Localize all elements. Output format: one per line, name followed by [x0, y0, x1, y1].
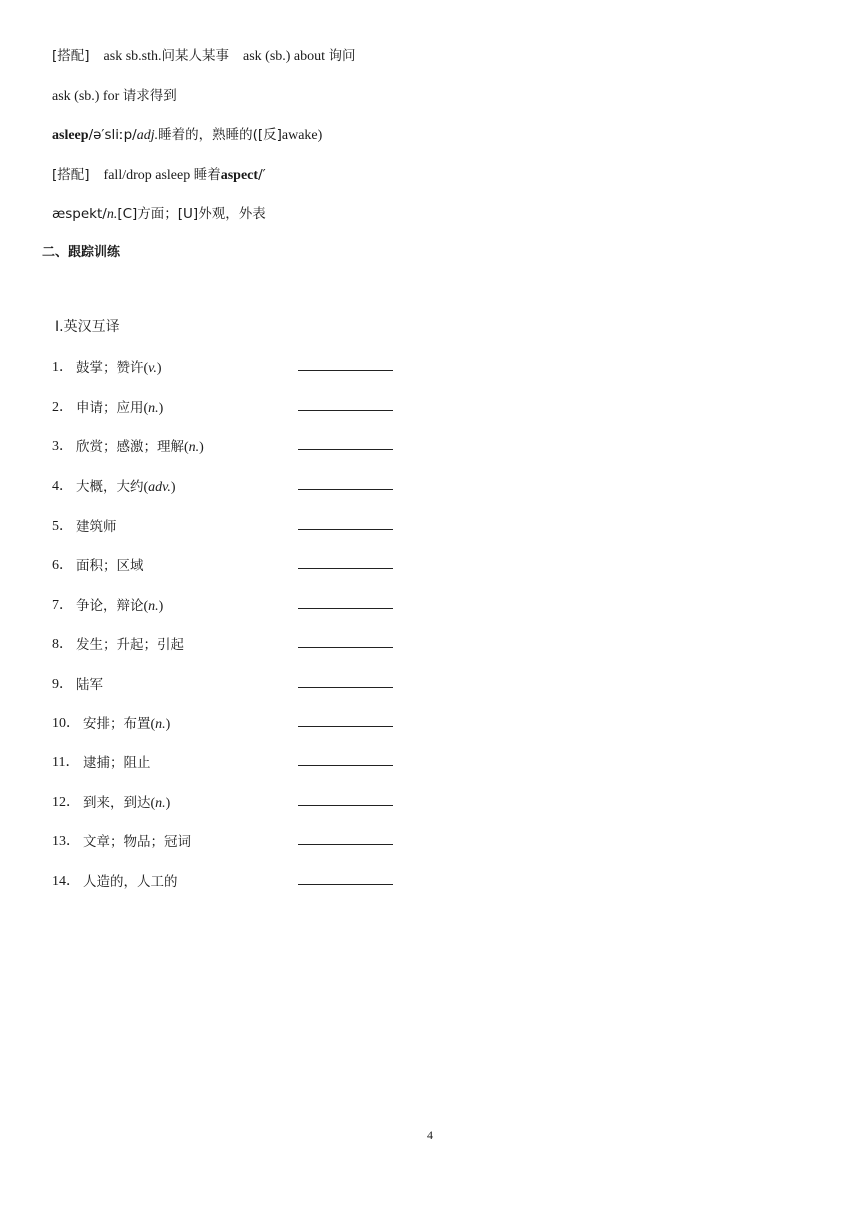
list-item: 2． 申请；应用(n.) — [52, 397, 397, 419]
headword: asleep — [52, 128, 89, 143]
item-text: 欣赏；感激；理解 — [76, 439, 184, 455]
item-text: 面积；区域 — [76, 558, 144, 574]
item-number: 4． — [52, 479, 73, 494]
item-text: 到来，到达 — [83, 795, 151, 811]
answer-blank[interactable] — [298, 884, 393, 885]
item-number: 13． — [52, 834, 80, 849]
phrase-en: ask sb.sth. — [103, 49, 162, 64]
item-number: 3． — [52, 439, 73, 454]
item-text: 陆军 — [76, 677, 103, 693]
item-text: 人造的，人工的 — [83, 874, 178, 890]
definition-cn: [C]方面；[U]外观，外表 — [117, 206, 266, 222]
answer-blank[interactable] — [298, 489, 393, 490]
list-item: 1． 鼓掌；赞许(v.) — [52, 357, 397, 379]
answer-blank[interactable] — [298, 608, 393, 609]
part-of-speech: n. — [106, 207, 118, 222]
phrase-cn: 请求得到 — [122, 88, 177, 104]
answer-blank[interactable] — [298, 805, 393, 806]
item-number: 1． — [52, 360, 73, 375]
list-item — [52, 516, 397, 538]
phrase-en: fall/drop asleep — [103, 168, 191, 183]
answer-blank[interactable] — [298, 647, 393, 648]
answer-blank[interactable] — [298, 687, 393, 688]
item-text: 文章；物品；冠词 — [83, 834, 191, 850]
phrase-cn: 询问 — [328, 48, 356, 64]
list-item: 4． 大概，大约(adv.) — [52, 476, 397, 498]
headword: aspect — [220, 168, 259, 183]
antonym-close: ) — [317, 128, 323, 143]
list-item — [52, 752, 397, 774]
vocab-entry-asleep — [52, 125, 322, 146]
item-text: 安排；布置 — [83, 716, 151, 732]
item-text: 逮捕；阻止 — [83, 755, 151, 771]
item-text: 申请；应用 — [76, 400, 144, 416]
item-number: 5． — [52, 519, 73, 534]
phrase-cn: 问某人某事 — [161, 48, 229, 64]
item-text: 鼓掌；赞许 — [76, 360, 144, 376]
item-number: 14． — [52, 874, 80, 889]
part-of-speech: adj. — [136, 128, 159, 143]
phonetic-start: /′ — [258, 167, 266, 183]
item-pos: n. — [148, 599, 159, 614]
item-text: 大概，大约 — [76, 479, 144, 495]
subsection-title: Ⅰ.英汉互译 — [55, 319, 120, 335]
section-title: 二、跟踪训练 — [42, 245, 121, 260]
answer-blank[interactable] — [298, 726, 393, 727]
list-item: 10． 安排；布置(n.) — [52, 713, 397, 735]
answer-blank[interactable] — [298, 449, 393, 450]
item-number: 2． — [52, 400, 73, 415]
item-pos: adv. — [148, 480, 171, 495]
item-number: 12． — [52, 795, 80, 810]
collocation-tag: [搭配] — [52, 48, 90, 64]
list-item — [52, 634, 397, 656]
antonym-marker: ([反] — [252, 127, 282, 143]
vocab-entry-aspect — [52, 204, 266, 225]
vocab-line-ask-for — [52, 86, 177, 107]
list-item: 3． 欣赏；感激；理解(n.) — [52, 436, 397, 458]
phonetic-end: æspekt/ — [52, 206, 107, 222]
item-pos: n. — [155, 796, 166, 811]
list-item: 7． 争论，辩论(n.) — [52, 595, 397, 617]
page-number: 4 — [427, 1128, 433, 1142]
item-number: 9． — [52, 677, 73, 692]
answer-blank[interactable] — [298, 844, 393, 845]
item-number: 11． — [52, 755, 80, 770]
phonetic: /ə′sliːp/ — [88, 127, 137, 143]
list-item — [52, 831, 397, 853]
vocab-line-fall-asleep — [52, 165, 266, 186]
item-pos: n. — [155, 717, 166, 732]
answer-blank[interactable] — [298, 568, 393, 569]
list-item — [52, 871, 397, 893]
answer-blank[interactable] — [298, 410, 393, 411]
list-item: 12． 到来，到达(n.) — [52, 792, 397, 814]
answer-blank[interactable] — [298, 529, 393, 530]
item-number: 6． — [52, 558, 73, 573]
collocation-tag: [搭配] — [52, 167, 90, 183]
answer-blank[interactable] — [298, 765, 393, 766]
item-pos: n. — [188, 440, 200, 455]
item-text: 争论，辩论 — [76, 598, 144, 614]
phrase-en: ask (sb.) for — [52, 89, 120, 104]
item-text: 发生；升起；引起 — [76, 637, 184, 653]
item-pos: v. — [148, 361, 157, 376]
item-number: 7． — [52, 598, 73, 613]
phrase-en: ask (sb.) about — [243, 49, 326, 64]
phrase-cn: 睡着 — [193, 167, 221, 183]
item-number: 8． — [52, 637, 73, 652]
vocab-line-ask-collocation — [52, 46, 356, 67]
item-pos: n. — [148, 401, 159, 416]
answer-blank[interactable] — [298, 370, 393, 371]
definition-cn: 睡着的，熟睡的 — [158, 127, 253, 143]
list-item — [52, 674, 397, 696]
antonym: awake — [281, 128, 318, 143]
item-text: 建筑师 — [76, 519, 117, 535]
item-number: 10． — [52, 716, 80, 731]
list-item — [52, 555, 397, 577]
